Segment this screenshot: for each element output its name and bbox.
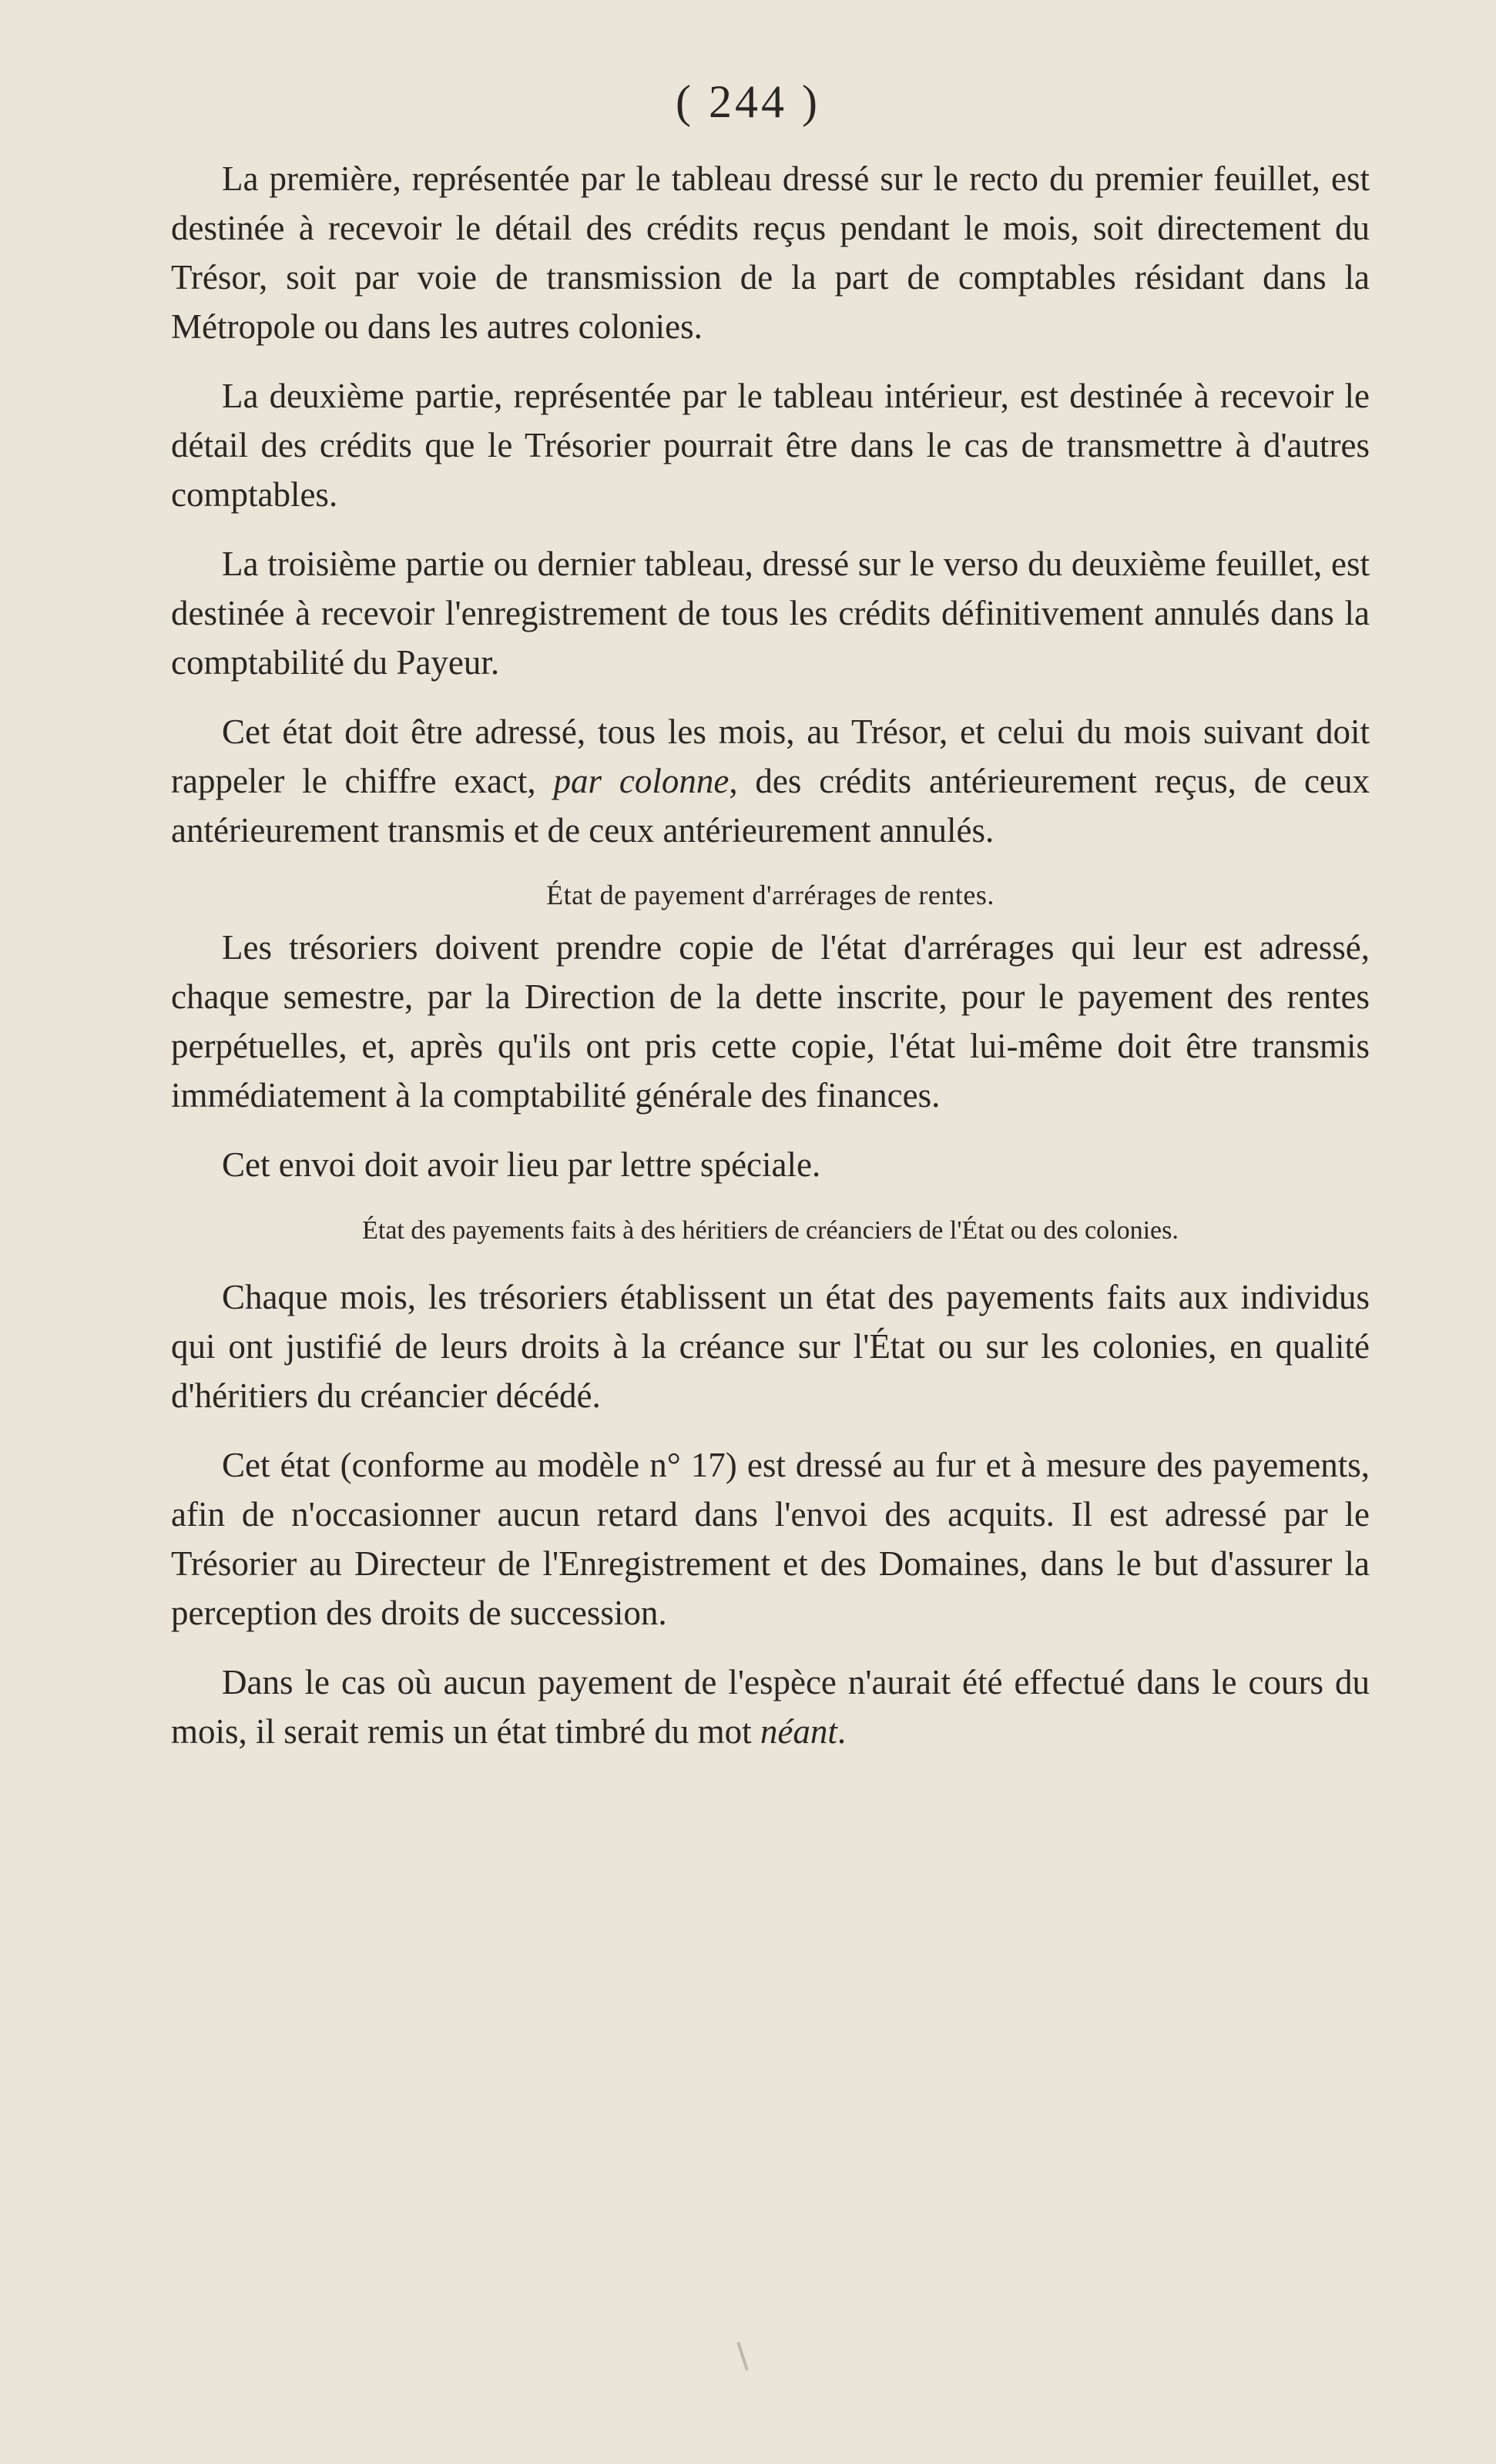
paper-mark xyxy=(736,2342,749,2370)
paragraph-copie-arrerages: Les trésoriers doivent prendre copie de l'état d'arrérages qui leur est adressé, chaque semestre, par la Direction de la dette inscrite, pour le payement des rentes perpétuelles, et, après qu'ils ont pris cette copie, l'état lui-même doit être transmis immédiatement à la comptabilité générale des finances. xyxy=(171,928,1370,1115)
text-run: Cet état doit être adressé, tous les mois, au Trésor, et celui du mois suivant doit rappeler le chiffre exact, xyxy=(171,712,1370,800)
paragraph-etat-heritiers: Chaque mois, les trésoriers établissent un état des payements faits aux individus qui ont justifié de leurs droits à la créance sur l'État ou sur les colonies, en qualité d'héritiers du créancier décédé. xyxy=(171,1278,1370,1415)
section-heading-heritiers: État des payements faits à des héritiers de créanciers de l'État ou des colonies. xyxy=(362,1216,1179,1245)
italic-text: néant xyxy=(760,1712,837,1751)
text-run: . xyxy=(837,1712,847,1751)
paragraph-neant xyxy=(171,1658,1370,1756)
page-body xyxy=(171,154,1370,1776)
section-heading-arrerages: État de payement d'arrérages de rentes. xyxy=(546,880,995,910)
paragraph-deuxieme-partie: La deuxième partie, représentée par le tableau intérieur, est destinée à recevoir le détail des crédits que le Trésorier pourrait être dans le cas de transmettre à d'autres comptables. xyxy=(171,377,1370,514)
paragraph-modele-17: Cet état (conforme au modèle n° 17) est dressé au fur et à mesure des payements, afin de n'occasionner aucun retard dans l'envoi des acquits. Il est adressé par le Trésorier au Directeur de l'Enregistrement et des Domaines, dans le but d'assurer la perception des droits de succession. xyxy=(171,1446,1370,1632)
paragraph-troisieme-partie: La troisième partie ou dernier tableau, dressé sur le verso du deuxième feuillet, est destinée à recevoir l'enregistrement de tous les crédits définitivement annulés dans la comptabilité du Payeur. xyxy=(171,545,1370,682)
paragraph-lettre-speciale: Cet envoi doit avoir lieu par lettre spéciale. xyxy=(222,1145,821,1184)
paragraph-premiere-partie: La première, représentée par le tableau dressé sur le recto du premier feuillet, est destinée à recevoir le détail des crédits reçus pendant le mois, soit directement du Trésor, soit par voie de transmission de la part de comptables résidant dans la Métropole ou dans les autres colonies. xyxy=(171,159,1370,346)
italic-text: par colonne xyxy=(553,762,730,800)
paragraph-envoi-etat xyxy=(171,707,1370,855)
text-run: Dans le cas où aucun payement de l'espèce n'aurait été effectué dans le cours du mois, il serait remis un état timbré du mot xyxy=(171,1663,1370,1751)
page-number: ( 244 ) xyxy=(676,76,820,127)
text-run: , des crédits antérieurement reçus, de ceux antérieurement transmis et de ceux antérieurement annulés. xyxy=(171,762,1370,850)
